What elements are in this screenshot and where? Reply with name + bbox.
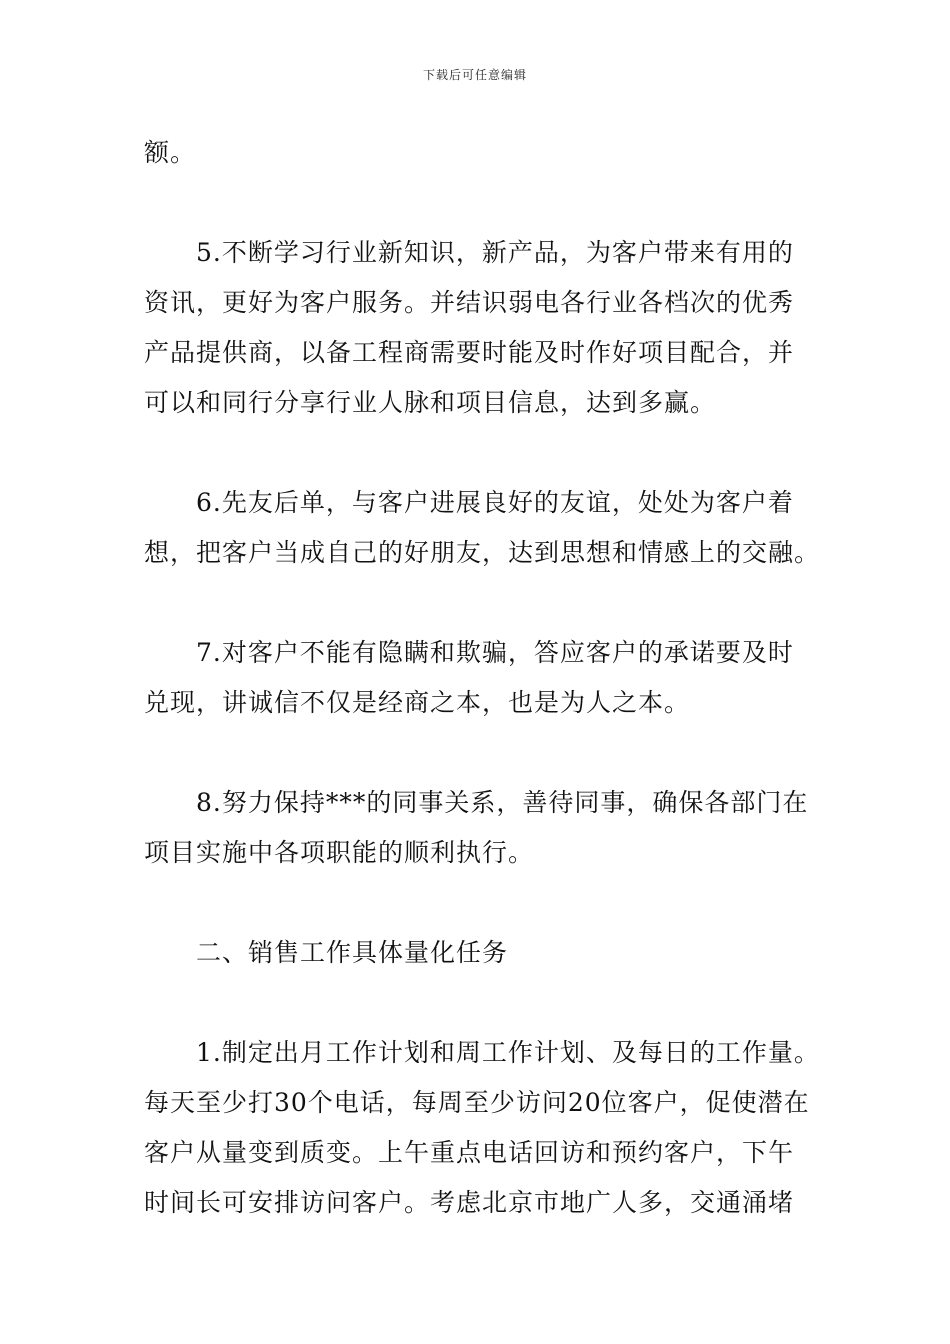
text-line: 客户从量变到质变。上午重点电话回访和预约客户，下午 xyxy=(144,1138,795,1167)
paragraph-gap xyxy=(144,578,814,628)
text-line: 产品提供商，以备工程商需要时能及时作好项目配合，并 xyxy=(144,338,795,367)
section-heading-text: 二、销售工作具体量化任务 xyxy=(196,938,509,967)
paragraph-gap xyxy=(144,178,814,228)
text-line: 资讯，更好为客户服务。并结识弱电各行业各档次的优秀 xyxy=(144,288,795,317)
text-line: 5.不断学习行业新知识，新产品，为客户带来有用的 xyxy=(196,238,794,267)
paragraph-task-1 xyxy=(144,1028,820,1228)
paragraph-gap xyxy=(144,978,814,1028)
document-body xyxy=(144,128,821,1228)
paragraph-gap xyxy=(144,428,814,478)
text-line: 额。 xyxy=(144,138,197,167)
text-line: 6.先友后单，与客户进展良好的友谊，处处为客户着 xyxy=(196,488,794,517)
text-line: 时间长可安排访问客户。考虑北京市地广人多，交通涌堵 xyxy=(144,1188,795,1217)
text-line: 想，把客户当成自己的好朋友，达到思想和情感上的交融。 xyxy=(144,538,821,567)
page-header: 下载后可任意编辑 xyxy=(422,68,527,82)
section-heading xyxy=(144,928,814,978)
paragraph-item-6 xyxy=(144,478,821,578)
paragraph-item-7 xyxy=(144,628,814,728)
text-line: 可以和同行分享行业人脉和项目信息，达到多赢。 xyxy=(144,388,717,417)
text-line: 项目实施中各项职能的顺利执行。 xyxy=(144,838,535,867)
text-line: 7.对客户不能有隐瞒和欺骗，答应客户的承诺要及时 xyxy=(196,638,794,667)
text-line: 兑现，讲诚信不仅是经商之本，也是为人之本。 xyxy=(144,688,691,717)
paragraph-item-5 xyxy=(144,228,814,428)
paragraph-gap xyxy=(144,728,814,778)
paragraph-continuation xyxy=(144,128,814,178)
text-line: 每天至少打30个电话，每周至少访问20位客户，促使潜在 xyxy=(144,1088,810,1117)
paragraph-gap xyxy=(144,878,814,928)
text-line: 1.制定出月工作计划和周工作计划、及每日的工作量。 xyxy=(196,1038,820,1067)
text-line: 8.努力保持***的同事关系，善待同事，确保各部门在 xyxy=(196,788,809,817)
paragraph-item-8 xyxy=(144,778,814,878)
